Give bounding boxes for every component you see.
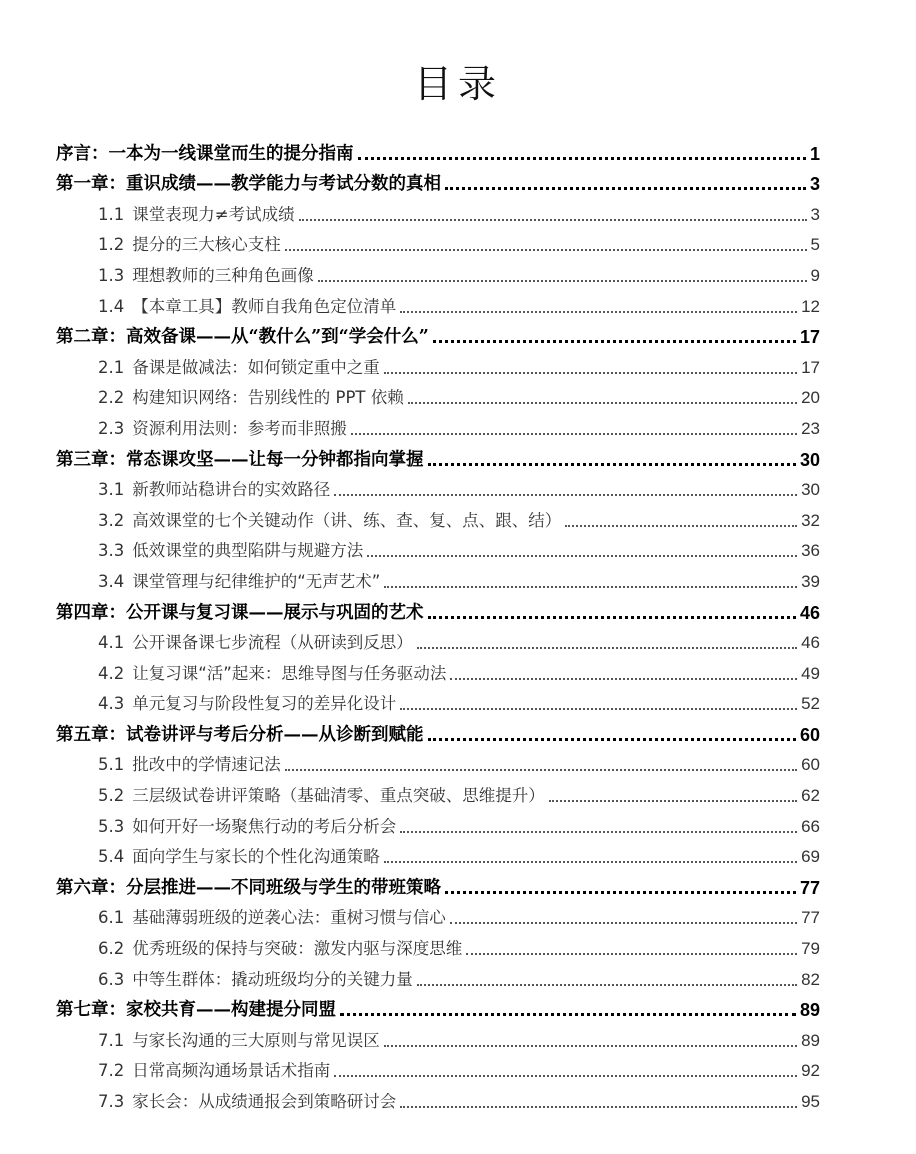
dot-leader: [428, 738, 796, 741]
toc-entry-title: [98, 1029, 380, 1053]
dot-leader: [445, 187, 806, 190]
toc-entry-text: 第一章：重识成绩——教学能力与考试分数的真相: [56, 174, 441, 195]
toc-entry-text: 第六章：分层推进——不同班级与学生的带班策略: [56, 877, 441, 898]
toc-section-entry[interactable]: [56, 349, 820, 380]
toc-section-number: 1.2: [98, 235, 125, 255]
toc-page-number: 30: [799, 449, 820, 470]
table-of-contents: [56, 135, 820, 1114]
toc-entry-text: 公开课备课七步流程（从研读到反思）: [132, 633, 413, 653]
toc-entry-title: [98, 968, 413, 992]
toc-page-number: 46: [799, 602, 820, 623]
toc-section-entry[interactable]: [56, 686, 820, 717]
toc-entry-text: 备课是做减法：如何锁定重中之重: [132, 357, 380, 377]
toc-section-number: 1.3: [98, 265, 125, 285]
toc-entry-text: 面向学生与家长的个性化沟通策略: [132, 847, 380, 867]
toc-section-entry[interactable]: [56, 1053, 820, 1084]
toc-entry-title: [98, 631, 413, 655]
toc-section-entry[interactable]: [56, 196, 820, 227]
dot-leader: [400, 708, 797, 710]
toc-section-number: 3.4: [98, 571, 125, 591]
toc-entry-text: 序言：一本为一线课堂而生的提分指南: [56, 143, 354, 164]
toc-page-number: 23: [801, 418, 820, 438]
toc-section-number: 3.2: [98, 510, 125, 530]
dot-leader: [318, 280, 807, 282]
toc-section-entry[interactable]: [56, 1022, 820, 1053]
toc-section-entry[interactable]: [56, 257, 820, 288]
toc-entry-title: [98, 570, 380, 594]
dot-leader: [351, 433, 797, 435]
toc-chapter-entry[interactable]: [56, 166, 820, 197]
toc-page-number: 92: [801, 1061, 820, 1081]
toc-entry-title: [98, 478, 330, 502]
toc-entry-title: [56, 172, 441, 196]
toc-entry-title: [98, 203, 295, 227]
dot-leader: [565, 525, 797, 527]
toc-section-number: 2.1: [98, 357, 125, 377]
toc-section-number: 5.3: [98, 816, 125, 836]
toc-section-entry[interactable]: [56, 930, 820, 961]
dot-leader: [384, 372, 797, 374]
toc-section-number: 4.1: [98, 633, 125, 653]
dot-leader: [384, 586, 797, 588]
dot-leader: [358, 157, 806, 160]
toc-entry-title: [98, 295, 396, 319]
toc-chapter-entry[interactable]: [56, 716, 820, 747]
toc-section-number: 7.2: [98, 1061, 125, 1081]
toc-section-entry[interactable]: [56, 961, 820, 992]
toc-section-entry[interactable]: [56, 747, 820, 778]
toc-section-entry[interactable]: [56, 563, 820, 594]
dot-leader: [450, 678, 797, 680]
dot-leader: [400, 311, 797, 313]
toc-entry-title: [56, 723, 424, 747]
toc-entry-title: [56, 142, 354, 166]
toc-section-entry[interactable]: [56, 502, 820, 533]
toc-section-number: 7.1: [98, 1030, 125, 1050]
toc-page-number: 32: [801, 510, 820, 530]
toc-page-number: 39: [801, 571, 820, 591]
toc-entry-text: 第二章：高效备课——从“教什么”到“学会什么”: [56, 327, 429, 348]
dot-leader: [367, 555, 797, 557]
toc-page-number: 69: [801, 847, 820, 867]
toc-entry-title: [98, 539, 363, 563]
toc-page-number: 46: [801, 633, 820, 653]
toc-entry-title: [98, 815, 396, 839]
toc-page-number: 89: [799, 1000, 820, 1021]
toc-entry-title: [98, 356, 380, 380]
toc-entry-text: 中等生群体：撬动班级均分的关键力量: [132, 969, 413, 989]
toc-section-entry[interactable]: [56, 655, 820, 686]
toc-entry-text: 课堂表现力≠考试成绩: [132, 204, 295, 224]
toc-section-number: 3.3: [98, 541, 125, 561]
toc-entry-text: 低效课堂的典型陷阱与规避方法: [132, 541, 364, 561]
toc-entry-title: [98, 386, 404, 410]
dot-leader: [384, 1045, 797, 1047]
toc-entry-title: [98, 1059, 330, 1083]
toc-section-number: 6.1: [98, 908, 125, 928]
toc-section-entry[interactable]: [56, 1083, 820, 1114]
toc-page-number: 3: [810, 204, 820, 224]
toc-section-number: 4.3: [98, 694, 125, 714]
toc-entry-title: [56, 876, 441, 900]
toc-section-entry[interactable]: [56, 288, 820, 319]
toc-page-number: 82: [801, 969, 820, 989]
toc-entry-title: [98, 937, 462, 961]
toc-page-number: 17: [799, 327, 820, 348]
toc-entry-title: [98, 753, 281, 777]
toc-section-entry[interactable]: [56, 625, 820, 656]
toc-page-number: 20: [801, 388, 820, 408]
toc-page-number: 1: [809, 143, 820, 164]
dot-leader: [334, 1075, 797, 1077]
dot-leader: [340, 1013, 796, 1016]
toc-page-number: 30: [801, 480, 820, 500]
toc-section-entry[interactable]: [56, 900, 820, 931]
toc-page-number: 62: [801, 786, 820, 806]
toc-entry-title: [98, 509, 561, 533]
dot-leader: [428, 463, 796, 466]
toc-entry-text: 资源利用法则：参考而非照搬: [132, 418, 347, 438]
toc-page-number: 9: [810, 265, 820, 285]
toc-entry-text: 第三章：常态课攻坚——让每一分钟都指向掌握: [56, 449, 424, 470]
toc-entry-text: 第七章：家校共育——构建提分同盟: [56, 1000, 336, 1021]
toc-entry-text: 批改中的学情速记法: [132, 755, 281, 775]
toc-section-number: 5.2: [98, 786, 125, 806]
toc-section-entry[interactable]: [56, 472, 820, 503]
dot-leader: [466, 953, 797, 955]
toc-entry-text: 课堂管理与纪律维护的“无声艺术”: [132, 571, 381, 591]
toc-page-number: 95: [801, 1092, 820, 1111]
toc-entry-text: 第五章：试卷讲评与考后分析——从诊断到赋能: [56, 724, 424, 745]
toc-section-number: 1.4: [98, 296, 125, 316]
toc-section-number: 6.2: [98, 939, 125, 959]
toc-entry-title: [98, 264, 314, 288]
toc-entry-title: [98, 233, 281, 257]
dot-leader: [285, 249, 807, 251]
toc-entry-title: [98, 845, 380, 869]
toc-entry-text: 家长会：从成绩通报会到策略研讨会: [132, 1092, 397, 1111]
toc-section-number: 7.3: [98, 1092, 125, 1111]
toc-entry-text: 单元复习与阶段性复习的差异化设计: [132, 694, 397, 714]
toc-section-entry[interactable]: [56, 839, 820, 870]
toc-entry-title: [98, 1090, 396, 1114]
toc-page-number: 12: [801, 296, 820, 316]
toc-page-number: 66: [801, 816, 820, 836]
dot-leader: [334, 494, 797, 496]
toc-entry-title: [98, 662, 446, 686]
toc-section-entry[interactable]: [56, 777, 820, 808]
toc-section-number: 2.2: [98, 388, 125, 408]
toc-chapter-entry[interactable]: [56, 992, 820, 1023]
toc-chapter-entry[interactable]: [56, 869, 820, 900]
toc-section-number: 5.4: [98, 847, 125, 867]
toc-section-entry[interactable]: [56, 410, 820, 441]
toc-section-entry[interactable]: [56, 808, 820, 839]
toc-page-number: 5: [810, 235, 820, 255]
toc-entry-title: [98, 906, 446, 930]
toc-section-number: 6.3: [98, 969, 125, 989]
toc-entry-text: 【本章工具】教师自我角色定位清单: [132, 296, 397, 316]
dot-leader: [285, 769, 797, 771]
toc-entry-text: 优秀班级的保持与突破：激发内驱与深度思维: [132, 939, 463, 959]
toc-chapter-entry[interactable]: [56, 319, 820, 350]
toc-entry-title: [56, 325, 429, 349]
toc-entry-text: 提分的三大核心支柱: [132, 235, 281, 255]
toc-entry-title: [98, 692, 396, 716]
toc-entry-text: 三层级试卷讲评策略（基础清零、重点突破、思维提升）: [132, 786, 545, 806]
toc-entry-text: 高效课堂的七个关键动作（讲、练、查、复、点、跟、结）: [132, 510, 562, 530]
toc-entry-title: [56, 601, 424, 625]
toc-page-number: 60: [801, 755, 820, 775]
toc-entry-text: 第四章：公开课与复习课——展示与巩固的艺术: [56, 602, 424, 623]
toc-page-number: 3: [809, 174, 820, 195]
dot-leader: [433, 340, 796, 343]
toc-section-number: 1.1: [98, 204, 125, 224]
toc-section-number: 4.2: [98, 663, 125, 683]
dot-leader: [408, 402, 797, 404]
toc-entry-text: 基础薄弱班级的逆袭心法：重树习惯与信心: [132, 908, 446, 928]
toc-entry-title: [56, 998, 336, 1022]
toc-page-number: 60: [799, 724, 820, 745]
dot-leader: [428, 616, 796, 619]
toc-page-number: 49: [801, 663, 820, 683]
dot-leader: [400, 1106, 797, 1108]
toc-entry-text: 新教师站稳讲台的实效路径: [132, 480, 331, 500]
toc-section-entry[interactable]: [56, 227, 820, 258]
dot-leader: [400, 831, 797, 833]
toc-chapter-entry[interactable]: [56, 135, 820, 166]
toc-section-entry[interactable]: [56, 380, 820, 411]
toc-chapter-entry[interactable]: [56, 441, 820, 472]
toc-page-number: 89: [801, 1030, 820, 1050]
toc-page-number: 17: [801, 357, 820, 377]
dot-leader: [299, 219, 807, 221]
toc-entry-title: [56, 448, 424, 472]
toc-section-entry[interactable]: [56, 533, 820, 564]
dot-leader: [384, 861, 797, 863]
toc-page-number: 52: [801, 694, 820, 714]
toc-entry-text: 与家长沟通的三大原则与常见误区: [132, 1030, 380, 1050]
dot-leader: [450, 922, 797, 924]
toc-entry-text: 如何开好一场聚焦行动的考后分析会: [132, 816, 397, 836]
toc-entry-text: 构建知识网络：告别线性的 PPT 依赖: [132, 388, 404, 408]
page-title: 目录: [413, 62, 502, 106]
toc-entry-text: 让复习课“活”起来：思维导图与任务驱动法: [132, 663, 447, 683]
dot-leader: [417, 984, 797, 986]
toc-section-number: 5.1: [98, 755, 125, 775]
toc-entry-title: [98, 417, 347, 441]
toc-page-number: 79: [801, 939, 820, 959]
dot-leader: [549, 800, 797, 802]
toc-page-number: 36: [801, 541, 820, 561]
toc-entry-text: 理想教师的三种角色画像: [132, 265, 314, 285]
toc-chapter-entry[interactable]: [56, 594, 820, 625]
dot-leader: [445, 891, 796, 894]
toc-page-number: 77: [801, 908, 820, 928]
toc-entry-text: 日常高频沟通场景话术指南: [132, 1061, 331, 1081]
toc-page-number: 77: [799, 877, 820, 898]
dot-leader: [417, 647, 797, 649]
toc-entry-title: [98, 784, 545, 808]
toc-section-number: 3.1: [98, 480, 125, 500]
toc-section-number: 2.3: [98, 418, 125, 438]
